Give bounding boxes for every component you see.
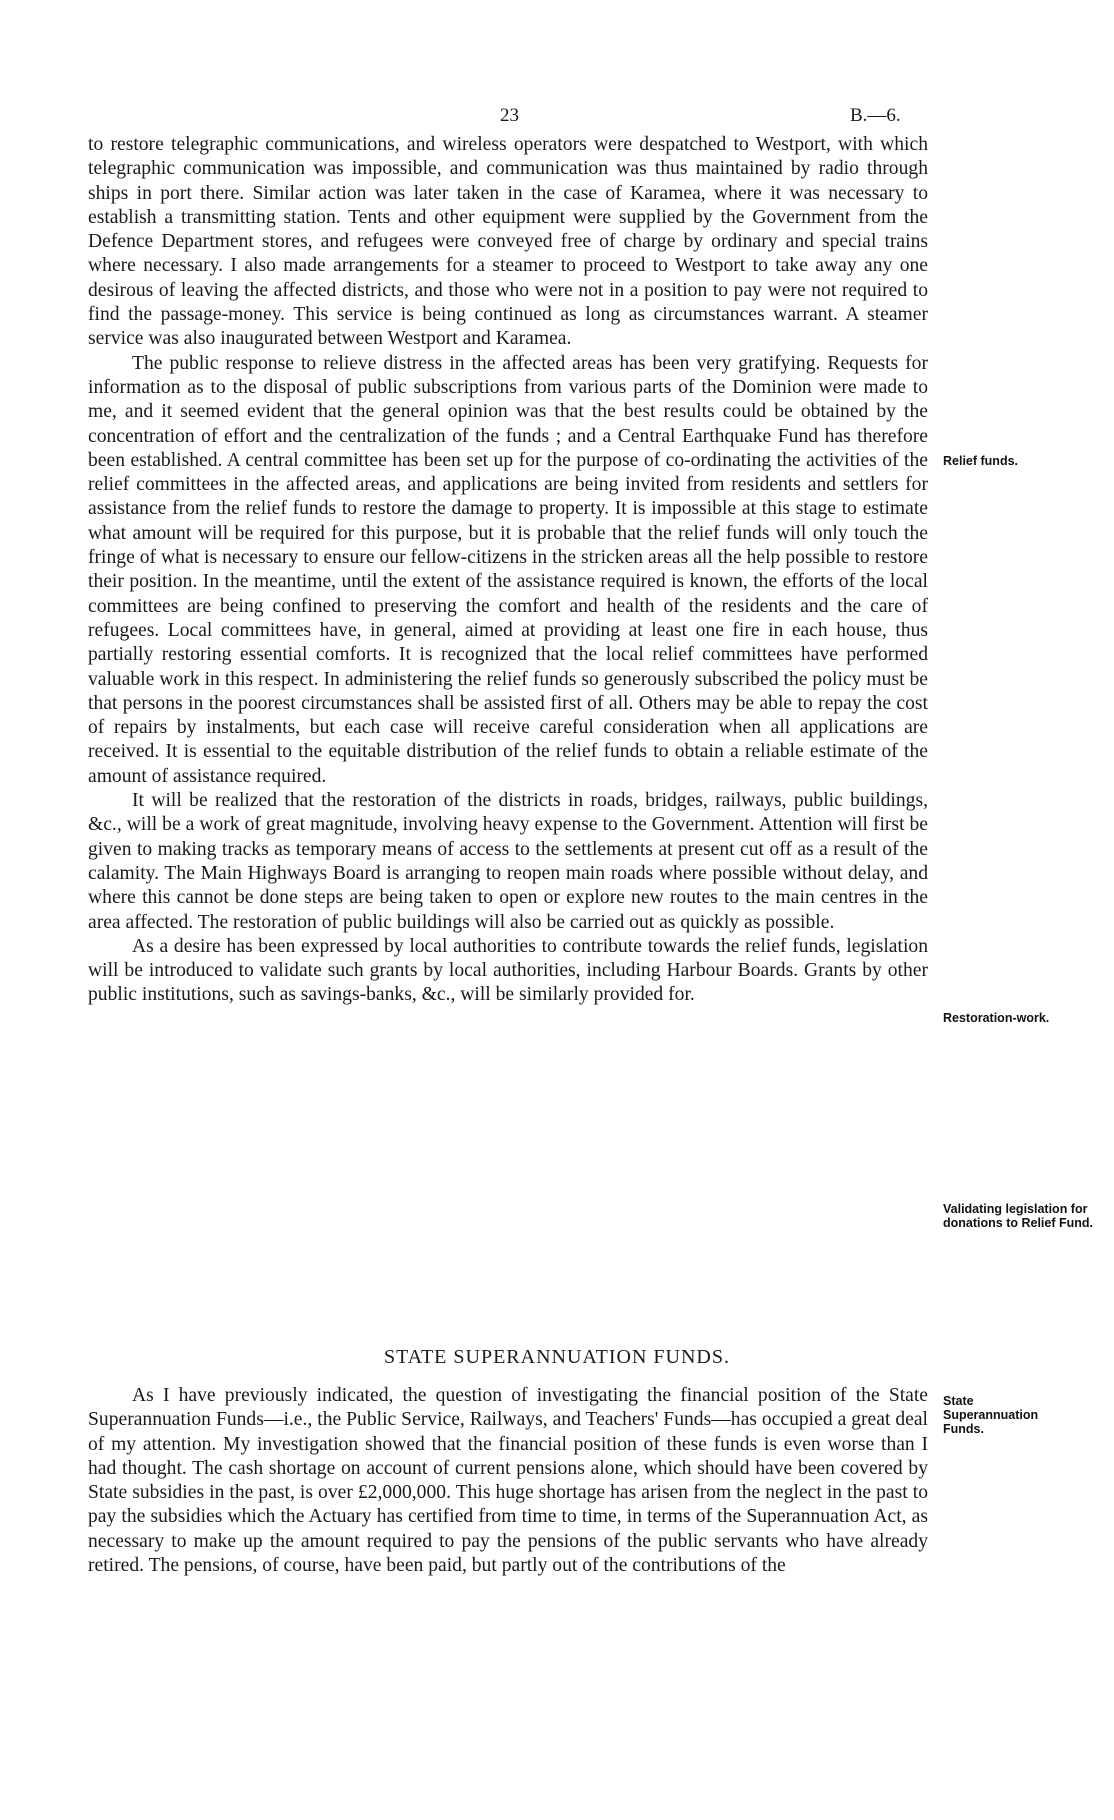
margin-note-validating: Validating legislation for donations to Relief Fund.: [943, 1202, 1093, 1230]
page-number: 23: [500, 105, 519, 126]
paragraph-superannuation: As I have previously indicated, the question of investigating the financial position of the State Superannuation Funds—i.e., the Public Service, Railways, and Teachers' Funds—has occupied a great deal of my attention. My investigation showed that the financial position of these funds is even worse than I had thought. The cash shortage on account of current pensions alone, which should have been covered by State subsidies in the past, is over £2,000,000. This huge shortage has arisen from the neglect in the past to pay the subsidies which the Actuary has certified from time to time, in terms of the Superannuation Act, as necessary to make up the amount required to pay the pensions of the public servants who have already retired. The pensions, of course, have been paid, but partly out of the contributions of the: [88, 1385, 928, 1577]
margin-note-relief-funds: Relief funds.: [943, 454, 1019, 468]
section-heading: STATE SUPERANNUATION FUNDS.: [384, 1346, 730, 1368]
paragraph-communications: to restore telegraphic communications, and wireless operators were despatched to Westport, with which telegraphic communication was impossible, and communication was thus maintained by radio through ships in port there. Similar action was later taken in the case of Karamea, where it was necessary to establish a transmitting station. Tents and other equipment were supplied by the Government from the Defence Department stores, and refugees were conveyed free of charge by ordinary and special trains where necessary. I also made arrangements for a steamer to proceed to Westport to take away any one desirous of leaving the affected districts, and those who were not in a position to pay were not required to find the passage-money. This service is being continued as long as circumstances warrant. A steamer service was also inaugurated between Westport and Karamea.: [88, 134, 928, 350]
paragraph-validating: As a desire has been expressed by local authorities to contribute towards the relief funds, legislation will be introduced to validate such grants by local authorities, including Harbour Boards. Grants by other public institutions, such as savings-banks, &c., will be similarly provided for.: [88, 935, 928, 1006]
margin-note-state-funds: State Superannuation Funds.: [943, 1394, 1039, 1436]
body-text-top: [88, 133, 928, 1008]
document-reference: B.—6.: [850, 105, 901, 126]
paragraph-relief-funds: The public response to relieve distress in the affected areas has been very gratifying. Requests for information as to the disposal of public subscriptions from various parts of the Dominion were made to me, and it seemed evident that the general opinion was that the best results could be obtained by the concentration of effort and the centralization of the funds ; and a Central Earthquake Fund has therefore been established. A central committee has been set up for the purpose of co-ordinating the activities of the relief committees in the affected areas, and applications are being invited from residents and settlers for assistance from the relief funds to restore the damage to property. It is impossible at this stage to estimate what amount will be required for this purpose, but it is probable that the relief funds will only touch the fringe of what is necessary to ensure our fellow-citizens in the stricken areas all the help possible to restore their position. In the meantime, until the extent of the assistance required is known, the efforts of the local committees are being confined to preserving the comfort and health of the residents and the care of refugees. Local committees have, in general, aimed at providing at least one fire in each house, thus partially restoring essential comforts. It is recognized that the local relief committees have performed valuable work in this respect. In administering the relief funds so generously subscribed the policy must be that persons in the poorest circumstances shall be assisted first of all. Others may be able to repay the cost of repairs by instalments, but each case will receive careful consideration when all applications are received. It is essential to the equitable distribution of the relief funds to obtain a reliable estimate of the amount of assistance required.: [88, 352, 928, 787]
margin-note-restoration-work: Restoration-work.: [943, 1011, 1050, 1025]
body-text-section: [88, 1384, 928, 1578]
paragraph-restoration: It will be realized that the restoration of the districts in roads, bridges, railways, public buildings, &c., will be a work of great magnitude, involving heavy expense to the Government. Attention will first be given to making tracks as temporary means of access to the settlements at present cut off as a result of the calamity. The Main Highways Board is arranging to reopen main roads where possible without delay, and where this cannot be done steps are being taken to open or explore new routes to the main centres in the area affected. The restoration of public buildings will also be carried out as quickly as possible.: [88, 790, 928, 933]
